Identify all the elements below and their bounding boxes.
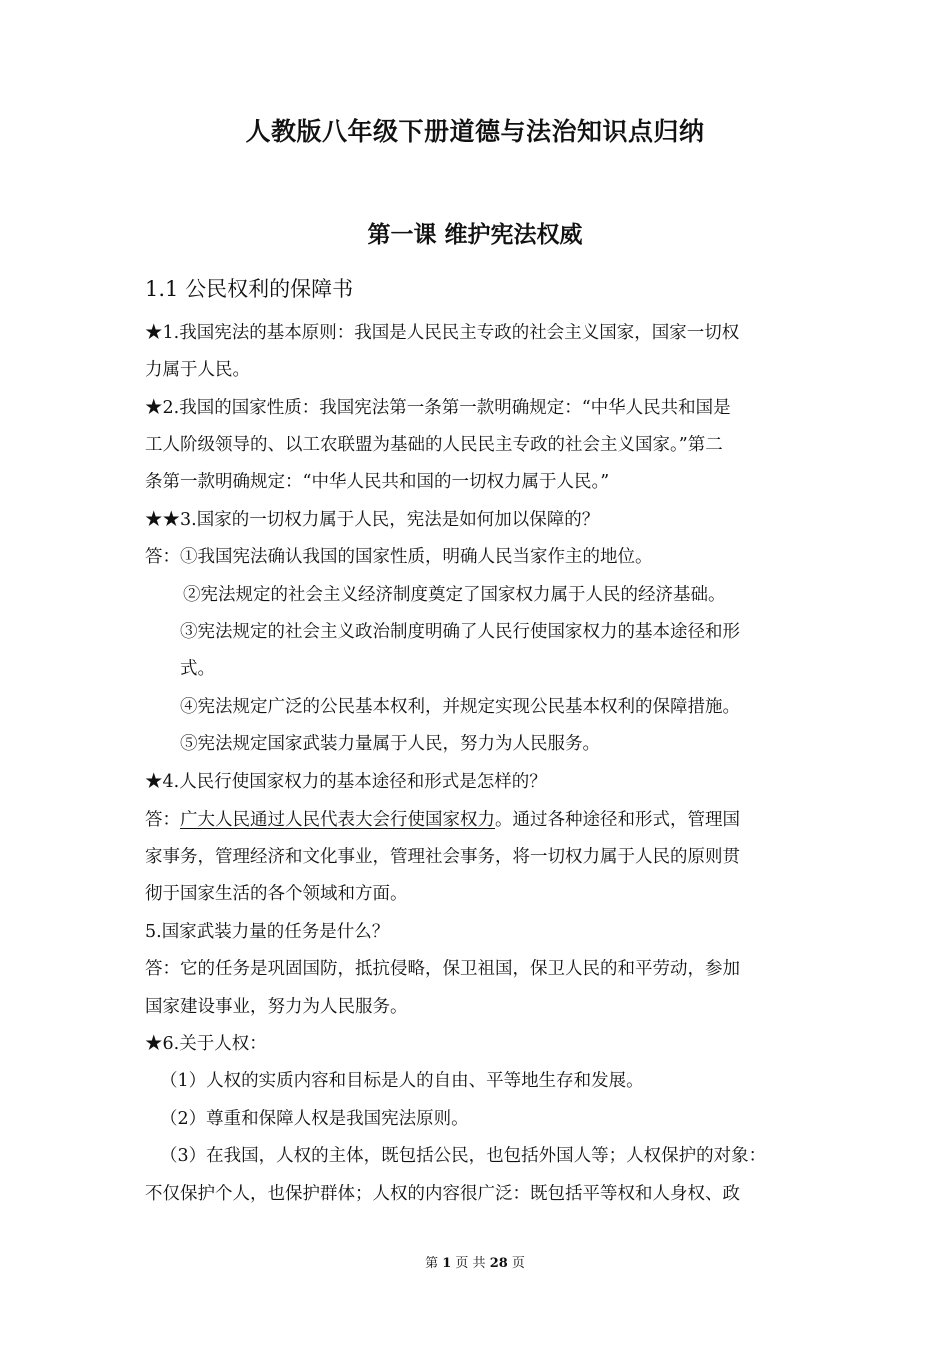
answer-line: ⑤宪法规定国家武装力量属于人民，努力为人民服务。	[180, 734, 600, 754]
answer-line: 式。	[180, 659, 215, 679]
page-footer	[0, 1252, 950, 1271]
answer-line: ②宪法规定的社会主义经济制度奠定了国家权力属于人民的经济基础。	[183, 585, 726, 605]
page-number: 1	[442, 1256, 452, 1271]
list-item: （1）人权的实质内容和目标是人的自由、平等地生存和发展。	[160, 1071, 644, 1091]
paragraph-line: ★2.我国的国家性质：我国宪法第一条第一款明确规定：“中华人民共和国是	[145, 398, 731, 418]
paragraph-line: 彻于国家生活的各个领域和方面。	[145, 884, 408, 904]
paragraph-line: 力属于人民。	[145, 360, 250, 380]
answer-rest: 。通过各种途径和形式，管理国	[495, 810, 740, 830]
footer-text: 页 共	[455, 1256, 486, 1271]
list-item: （3）在我国，人权的主体，既包括公民，也包括外国人等；人权保护的对象：	[160, 1146, 767, 1166]
paragraph-line: 国家建设事业，努力为人民服务。	[145, 997, 408, 1017]
total-pages: 28	[489, 1256, 508, 1271]
answer-line: ④宪法规定广泛的公民基本权利，并规定实现公民基本权利的保障措施。	[180, 697, 740, 717]
paragraph-line: ★6.关于人权：	[145, 1034, 267, 1054]
paragraph-line: 5.国家武装力量的任务是什么？	[145, 922, 390, 942]
lesson-title: 第一课 维护宪法权威	[367, 222, 583, 248]
paragraph-line: ★4.人民行使国家权力的基本途径和形式是怎样的？	[145, 772, 547, 792]
section-title: 1.1 公民权利的保障书	[145, 277, 354, 301]
footer-text: 第	[425, 1256, 439, 1271]
document-title: 人教版八年级下册道德与法治知识点归纳	[245, 117, 705, 146]
footer-text: 页	[511, 1256, 525, 1271]
paragraph-line: ★★3.国家的一切权力属于人民，宪法是如何加以保障的？	[145, 510, 600, 530]
answer-line: 答：它的任务是巩固国防，抵抗侵略，保卫祖国，保卫人民的和平劳动，参加	[145, 959, 740, 979]
paragraph-line: ★1.我国宪法的基本原则：我国是人民民主专政的社会主义国家，国家一切权	[145, 323, 740, 343]
answer-line: ③宪法规定的社会主义政治制度明确了人民行使国家权力的基本途径和形	[180, 622, 740, 642]
answer-line: 答：①我国宪法确认我国的国家性质，明确人民当家作主的地位。	[145, 547, 653, 567]
paragraph-line: 工人阶级领导的、以工农联盟为基础的人民民主专政的社会主义国家。”第二	[145, 435, 723, 455]
paragraph-line: 条第一款明确规定：“中华人民共和国的一切权力属于人民。”	[145, 472, 610, 492]
list-item: （2）尊重和保障人权是我国宪法原则。	[160, 1109, 469, 1129]
answer-prefix: 答：	[145, 810, 180, 830]
paragraph-line: 家事务，管理经济和文化事业，管理社会事务，将一切权力属于人民的原则贯	[145, 847, 740, 867]
underlined-key-point: 广大人民通过人民代表大会行使国家权力	[180, 810, 495, 830]
paragraph-line: 不仅保护个人，也保护群体；人权的内容很广泛：既包括平等权和人身权、政	[145, 1184, 740, 1204]
answer-line	[145, 808, 805, 832]
